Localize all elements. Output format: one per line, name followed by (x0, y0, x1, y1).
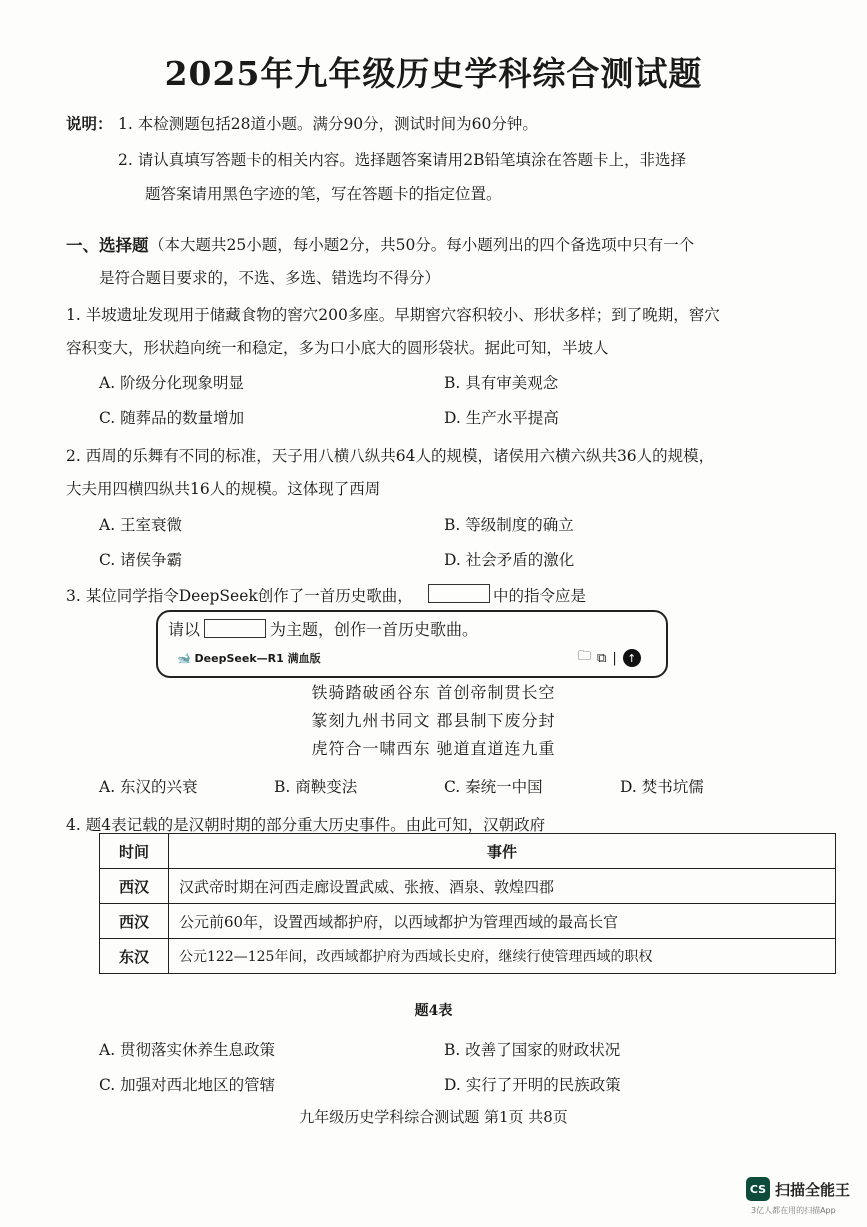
q3-option-b: B. 商鞅变法 (274, 778, 358, 796)
table-caption: 题4表 (414, 1003, 453, 1019)
q4-option-c: C. 加强对西北地区的管辖 (99, 1076, 276, 1094)
q1-option-a: A. 阶级分化现象明显 (99, 374, 245, 392)
table-header-time: 时间 (100, 834, 169, 869)
note-2-line-1: 2. 请认真填写答题卡的相关内容。选择题答案请用2B铅笔填涂在答题卡上，非选择 (118, 151, 686, 169)
q2-option-c: C. 诸侯争霸 (99, 551, 183, 569)
q3-option-a: A. 东汉的兴衰 (99, 778, 198, 796)
watermark-tagline: 3亿人都在用的扫描App (751, 1206, 836, 1215)
q2-option-d: D. 社会矛盾的激化 (444, 551, 575, 569)
poem-line-3: 虎符合一啸西东 驰道直道连九重 (311, 739, 556, 758)
table-cell-era: 西汉 (100, 869, 169, 904)
q1-option-d: D. 生产水平提高 (444, 409, 559, 427)
q1-option-c: C. 随葬品的数量增加 (99, 409, 245, 427)
send-arrow-icon: ↑ (623, 649, 641, 667)
table-cell-event: 公元122—125年间，改西域都护府为西域长史府，继续行使管理西域的职权 (169, 939, 836, 974)
table-header-row (100, 834, 836, 869)
note-1: 1. 本检测题包括28道小题。满分90分，测试时间为60分钟。 (118, 115, 538, 133)
deepseek-model-label (177, 650, 321, 666)
q4-option-b: B. 改善了国家的财政状况 (444, 1041, 621, 1059)
prompt-toolbar (578, 647, 641, 669)
q4-option-a: A. 贯彻落实休养生息政策 (99, 1041, 276, 1059)
q1-stem-line-1: 1. 半坡遗址发现用于储藏食物的窖穴200多座。早期窖穴容积较小、形状多样；到了晚期，窖穴 (66, 306, 720, 324)
table-row (100, 939, 836, 974)
q3-stem-suffix: 中的指令应是 (493, 587, 587, 605)
table-cell-era: 东汉 (100, 939, 169, 974)
model-label-text: DeepSeek—R1 满血版 (194, 652, 321, 665)
table-row (100, 869, 836, 904)
q1-stem-line-2: 容积变大，形状趋向统一和稳定，多为口小底大的圆形袋状。据此可知，半坡人 (66, 339, 609, 357)
q3-option-c: C. 秦统一中国 (444, 778, 543, 796)
cs-logo: CS (746, 1177, 770, 1201)
table-cell-event: 汉武帝时期在河西走廊设置武威、张掖、酒泉、敦煌四郡 (169, 869, 836, 904)
q4-option-d: D. 实行了开明的民族政策 (444, 1076, 621, 1094)
prompt-blank (204, 619, 266, 638)
section-desc-line-1: （本大题共25小题，每小题2分，共50分。每小题列出的四个备选项中只有一个 (149, 236, 695, 254)
scanner-watermark (746, 1177, 850, 1201)
table-cell-era: 西汉 (100, 904, 169, 939)
q3-stem-prefix: 3. 某位同学指令DeepSeek创作了一首历史歌曲， (66, 587, 413, 605)
prompt-text (168, 617, 478, 640)
section-desc-line-2: 是符合题目要求的，不选、多选、错选均不得分） (99, 269, 441, 287)
watermark-name: 扫描全能王 (775, 1180, 851, 1199)
table-cell-event: 公元前60年，设置西域都护府，以西域都护为管理西域的最高长官 (169, 904, 836, 939)
prompt-suffix: 为主题，创作一首历史歌曲。 (270, 620, 479, 639)
divider-icon: | (612, 650, 617, 666)
page-title: 2025年九年级历史学科综合测试题 (164, 54, 703, 93)
section-heading: 一、选择题 (66, 236, 149, 255)
image-icon: ⧉ (597, 650, 607, 666)
deepseek-logo-icon: 🐋 (177, 652, 191, 665)
poem-line-1: 铁骑踏破函谷东 首创帝制贯长空 (311, 683, 556, 702)
history-events-table (99, 833, 836, 974)
q2-option-b: B. 等级制度的确立 (444, 516, 574, 534)
q2-stem-line-2: 大夫用四横四纵共16人的规模。这体现了西周 (66, 480, 381, 498)
table-row (100, 904, 836, 939)
q3-blank (428, 584, 490, 603)
folder-icon: 🗀 (578, 649, 592, 664)
q3-option-d: D. 焚书坑儒 (620, 778, 704, 796)
notes-label: 说明： (66, 114, 113, 133)
poem-line-2: 篆刻九州书同文 郡县制下废分封 (311, 711, 556, 730)
note-2-line-2: 题答案请用黑色字迹的笔，写在答题卡的指定位置。 (145, 185, 502, 203)
q2-stem-line-1: 2. 西周的乐舞有不同的标准，天子用八横八纵共64人的规模，诸侯用六横六纵共36人的规模， (66, 447, 715, 465)
q2-option-a: A. 王室衰微 (99, 516, 183, 534)
q1-option-b: B. 具有审美观念 (444, 374, 559, 392)
table-header-event: 事件 (169, 834, 836, 869)
page-footer: 九年级历史学科综合测试题 第1页 共8页 (299, 1108, 568, 1126)
q4-stem: 4. 题4表记载的是汉朝时期的部分重大历史事件。由此可知，汉朝政府 (66, 816, 546, 834)
prompt-prefix: 请以 (168, 620, 201, 639)
